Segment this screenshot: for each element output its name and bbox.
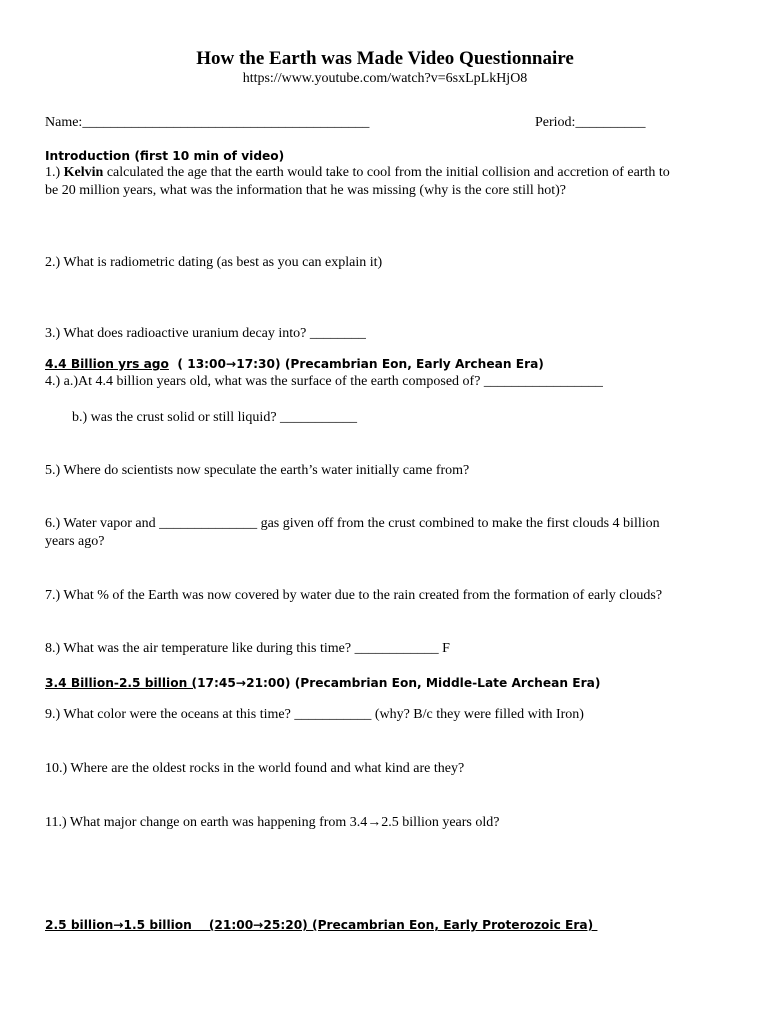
video-url: https://www.youtube.com/watch?v=6sxLpLkHjO8 [242, 71, 528, 86]
question-10: 10.) Where are the oldest rocks in the world found and what kind are they? [45, 761, 465, 776]
question-1-number: 1.) [45, 165, 64, 180]
question-2: 2.) What is radiometric dating (as best as you can explain it) [45, 255, 383, 270]
section-2-5-billion-heading: 2.5 billion→1.5 billion (21:00→25:20) (Precambrian Eon, Early Proterozoic Era) [45, 918, 598, 932]
question-1-line-1 [45, 164, 670, 182]
question-1-line-2: be 20 million years, what was the information that he was missing (why is the core still hot)? [45, 183, 567, 198]
document-title: How the Earth was Made Video Questionnaire [196, 48, 574, 69]
section-4-4-billion-underlined: 4.4 Billion yrs ago [45, 357, 169, 371]
question-1-keyword: Kelvin [63, 165, 104, 180]
question-11: 11.) What major change on earth was happening from 3.4→2.5 billion years old? [45, 815, 500, 830]
section-3-4-billion-underlined: 3.4 Billion-2.5 billion ( [45, 676, 198, 690]
period-field: Period:__________ [535, 115, 646, 130]
section-3-4-billion-heading [45, 674, 600, 692]
section-4-4-billion-rest: ( 13:00→17:30) (Precambrian Eon, Early Archean Era) [177, 357, 544, 371]
question-4b: b.) was the crust solid or still liquid? ___________ [72, 410, 358, 425]
question-9: 9.) What color were the oceans at this time? ___________ (why? B/c they were filled with Iron) [45, 707, 584, 722]
section-intro-heading: Introduction (first 10 min of video) [45, 149, 285, 163]
name-field: Name:_________________________________________ [45, 115, 370, 130]
question-6-line-2: years ago? [45, 534, 105, 549]
section-4-4-billion-heading [45, 355, 544, 373]
question-6-line-1: 6.) Water vapor and ______________ gas given off from the crust combined to make the first clouds 4 billion [45, 516, 660, 531]
question-5: 5.) Where do scientists now speculate the earth’s water initially came from? [45, 463, 470, 478]
question-7: 7.) What % of the Earth was now covered by water due to the rain created from the formation of early clouds? [45, 588, 663, 603]
question-3: 3.) What does radioactive uranium decay into? ________ [45, 326, 366, 341]
section-3-4-billion-rest: 17:45→21:00) (Precambrian Eon, Middle-Late Archean Era) [197, 676, 601, 690]
question-1-text: calculated the age that the earth would take to cool from the initial collision and accretion of earth to [103, 165, 670, 180]
question-4a: 4.) a.)At 4.4 billion years old, what was the surface of the earth composed of? _________________ [45, 374, 603, 389]
question-8: 8.) What was the air temperature like during this time? ____________ F [45, 641, 450, 656]
